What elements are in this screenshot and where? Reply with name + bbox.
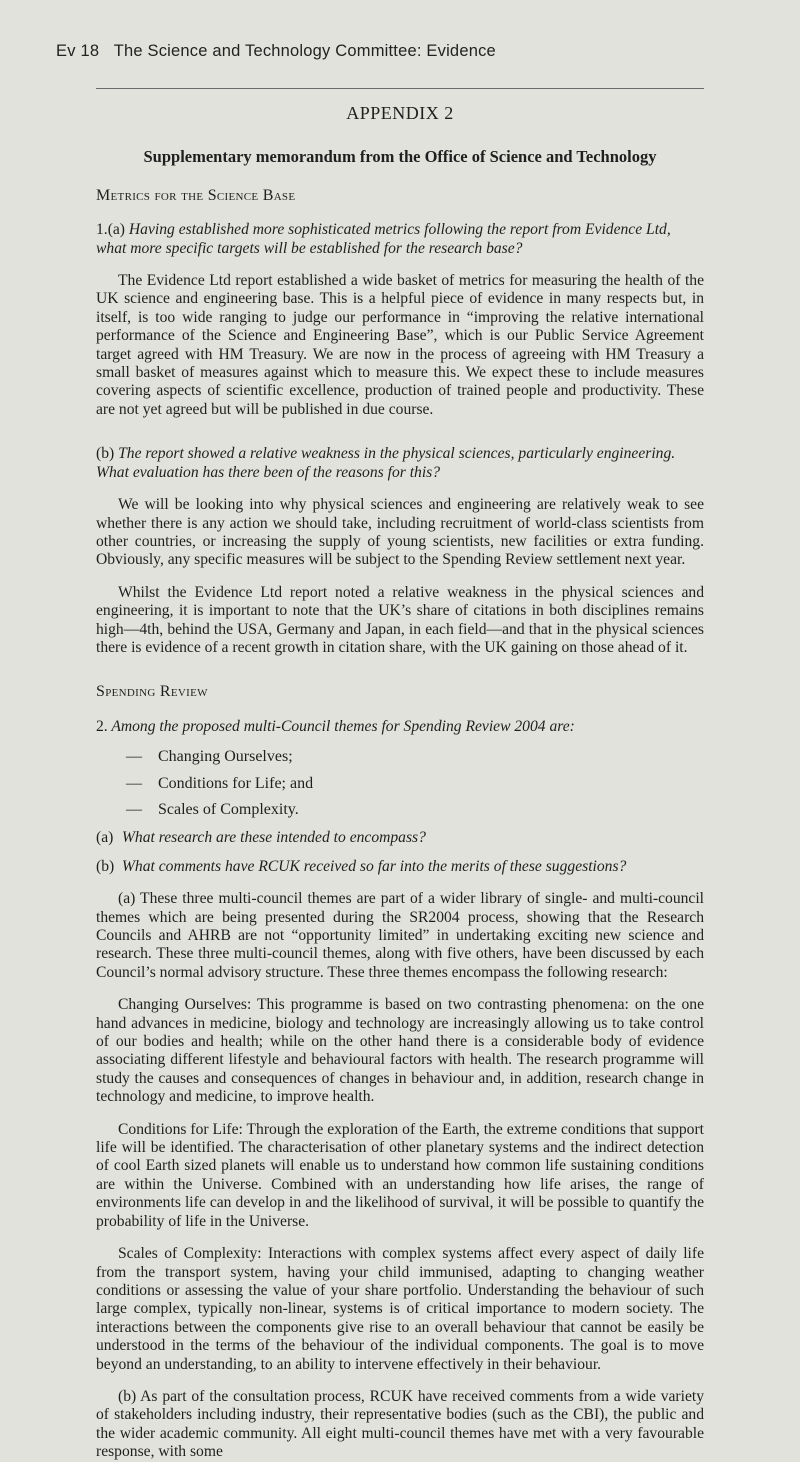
question-2 <box>96 718 704 736</box>
answer-1b-paragraph-1: We will be looking into why physical sciences and engineering are relatively weak to see whether there is any action we should take, including recruitment of world-class scientists from other countries, or increasing the supply of young scientists, new facilities or extra funding. Obviously, any specific measures will be subject to the Spending Review settlement next year. <box>96 496 704 569</box>
list-item: — Scales of Complexity. <box>126 800 299 818</box>
theme-changing-ourselves: Changing Ourselves: This programme is based on two contrasting phenomena: on the one hand advances in medicine, biology and technology are increasingly allowing us to take control of our bodies and health; while on the other hand there is a considerable body of evidence associating different lifestyle and behavioural factors with health. The research programme will study the causes and consequences of changes in behaviour and, in addition, research change in technology and medicine, to improve health. <box>96 996 704 1106</box>
question-number: (b) <box>96 857 115 875</box>
question-number: 2. <box>96 717 108 735</box>
question-number: (a) <box>96 829 114 847</box>
question-text: The report showed a relative weakness in the physical sciences, particularly engineering. What evaluation has there been of the reasons for this? <box>96 445 676 481</box>
answer-2a: (a) These three multi-council themes are part of a wider library of single- and multi-council themes which are being presented during the SR2004 process, showing that the Research Councils and AHRB are not “opportunity limited” in undertaking exciting new science and research. These three multi-council themes, along with five others, have been discussed by each Council’s normal advisory structure. These three themes encompass the following research: <box>96 890 704 981</box>
question-1a <box>96 221 704 258</box>
question-2a <box>96 829 704 847</box>
header-rule <box>96 88 704 89</box>
question-text: What comments have RCUK received so far into the merits of these suggestions? <box>121 857 627 875</box>
question-text: What research are these intended to encompass? <box>121 829 426 847</box>
question-text: Among the proposed multi-Council themes for Spending Review 2004 are: <box>111 717 575 735</box>
appendix-title: APPENDIX 2 <box>346 103 454 123</box>
answer-1a: The Evidence Ltd report established a wide basket of metrics for measuring the health of the UK science and engineering base. This is a helpful piece of evidence in many respects but, in itself, is too wide ranging to judge our performance in “improving the relative international performance of the Science and Engineering Base”, which is our Public Service Agreement target agreed with HM Treasury. We are now in the process of agreeing with HM Treasury a small basket of measures against which to measure this. We expect these to include measures covering aspects of scientific excellence, production of trained people and productivity. These are not yet agreed but will be published in due course. <box>96 272 704 418</box>
answer-1b-paragraph-2: Whilst the Evidence Ltd report noted a relative weakness in the physical sciences and engineering, it is important to note that the UK’s share of citations in both disciplines remains high—4th, behind the USA, Germany and Japan, in each field—and that in the physical sciences there is evidence of a recent growth in citation share, with the UK gaining on those ahead of it. <box>96 583 704 656</box>
question-1b <box>96 445 704 482</box>
question-2b <box>96 858 704 876</box>
document-body <box>96 104 704 1462</box>
question-text: Having established more sophisticated metrics following the report from Evidence Ltd, what more specific targets will be established for the research base? <box>96 221 671 257</box>
list-item: — Conditions for Life; and <box>126 774 314 792</box>
section-heading-metrics: Metrics for the Science Base <box>96 186 296 204</box>
question-number: 1.(a) <box>96 221 126 239</box>
themes-list <box>96 748 704 819</box>
page-number: Ev 18 <box>56 42 100 60</box>
memorandum-subtitle: Supplementary memorandum from the Office of Science and Technology <box>143 147 657 167</box>
section-heading-spending-review: Spending Review <box>96 683 208 701</box>
running-title: The Science and Technology Committee: Evidence <box>113 42 496 60</box>
theme-conditions-for-life: Conditions for Life: Through the exploration of the Earth, the extreme conditions that support life will be identified. The characterisation of other planetary systems and the indirect detection of cool Earth sized planets will enable us to understand how common life sustaining conditions are within the Universe. Combined with an understanding how life arises, the range of environments life can develop in and the likelihood of survival, it will be possible to quantify the probability of life in the Universe. <box>96 1120 704 1230</box>
question-number: (b) <box>96 445 115 463</box>
list-item: — Changing Ourselves; <box>126 748 293 766</box>
running-header <box>56 42 496 61</box>
answer-2b: (b) As part of the consultation process, RCUK have received comments from a wide variety of stakeholders including industry, their representative bodies (such as the CBI), the public and the wider academic community. All eight multi-council themes have met with a very favourable response, with some <box>96 1387 704 1461</box>
theme-scales-of-complexity: Scales of Complexity: Interactions with complex systems affect every aspect of daily life from the transport system, having your child immunised, adapting to changing weather conditions or assessing the value of your share portfolio. Understanding the behaviour of such large complex, typically non-linear, systems is of critical importance to modern society. The interactions between the components give rise to an overall behaviour that cannot be easily be understood in the terms of the behaviour of the individual components. The goal is to move beyond an understanding, to an ability to intervene effectively in their behaviour. <box>96 1245 704 1373</box>
